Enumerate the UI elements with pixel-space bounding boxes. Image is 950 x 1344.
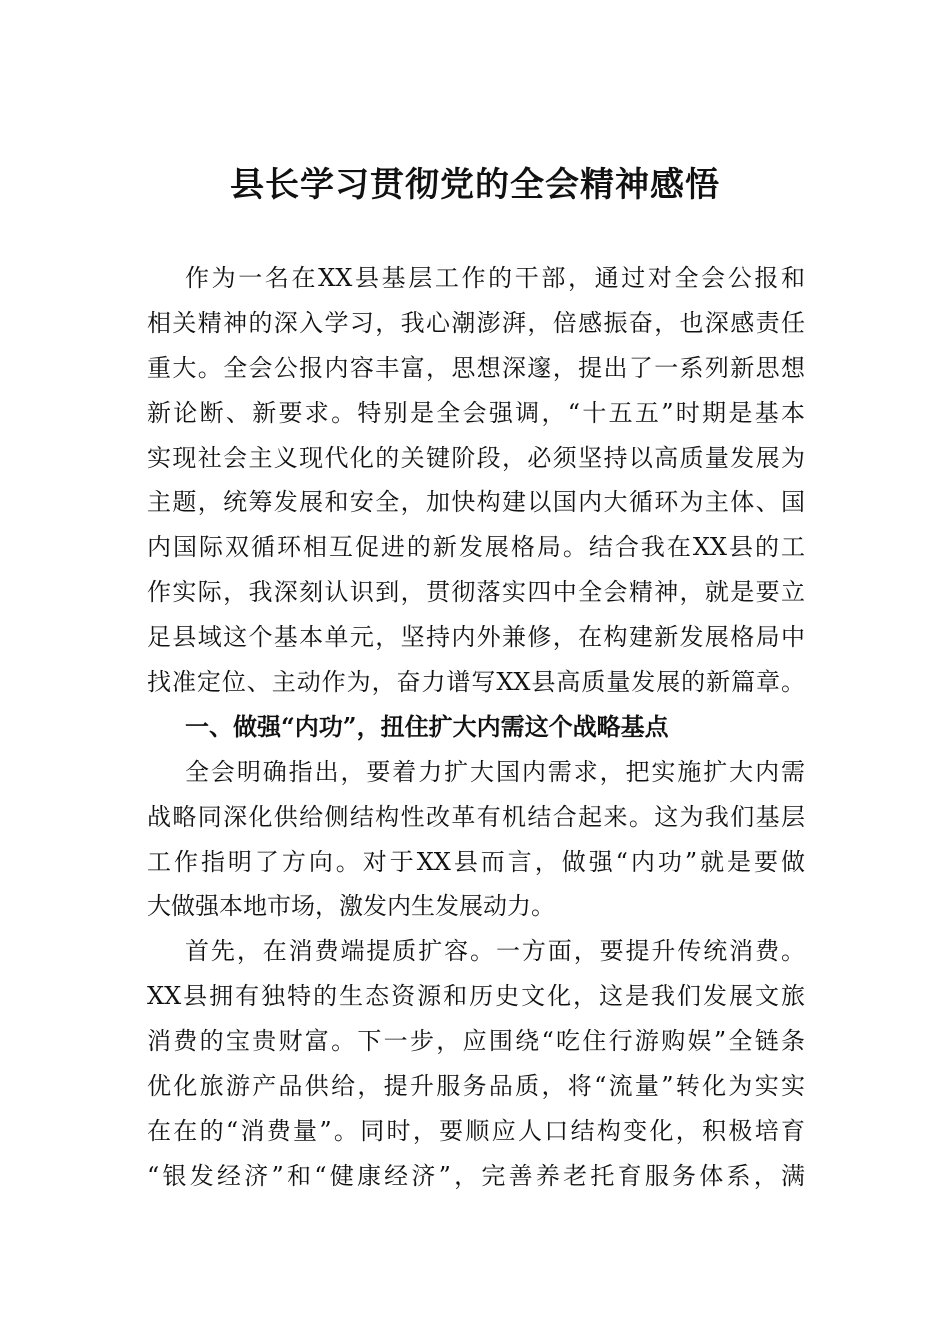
text-line: 工作指明了方向。对于XX县而言，做强“内功”就是要做 <box>147 847 805 876</box>
text-line: 作为一名在XX县基层工作的干部，通过对全会公报和 <box>185 264 805 292</box>
document-title: 县长学习贯彻党的全会精神感悟 <box>230 165 720 205</box>
text-line: 重大。全会公报内容丰富，思想深邃，提出了一系列新思想 <box>147 353 805 382</box>
text-line: 优化旅游产品供给，提升服务品质，将“流量”转化为实实 <box>147 1072 805 1101</box>
text-line: 大做强本地市场，激发内生发展动力。 <box>147 892 555 921</box>
text-line: 足县域这个基本单元，坚持内外兼修，在构建新发展格局中 <box>147 623 805 652</box>
paragraph-consumption <box>147 929 805 1198</box>
text-line: 找准定位、主动作为，奋力谱写XX县高质量发展的新篇章。 <box>147 668 805 697</box>
text-line: 实现社会主义现代化的关键阶段，必须坚持以高质量发展为 <box>147 443 805 472</box>
section-heading: 一、做强“内功”，扭住扩大内需这个战略基点 <box>185 711 669 741</box>
text-line: 消费的宝贵财富。下一步，应围绕“吃住行游购娱”全链条 <box>147 1027 805 1056</box>
text-line: 首先，在消费端提质扩容。一方面，要提升传统消费。 <box>185 937 805 966</box>
document-body <box>147 256 805 1199</box>
text-line: 全会明确指出，要着力扩大国内需求，把实施扩大内需 <box>185 757 805 786</box>
text-line: 新论断、新要求。特别是全会强调，“十五五”时期是基本 <box>147 398 805 427</box>
text-line: XX县拥有独特的生态资源和历史文化，这是我们发展文旅 <box>147 982 805 1011</box>
paragraph-demand <box>147 750 805 930</box>
text-line: 主题，统筹发展和安全，加快构建以国内大循环为主体、国 <box>147 488 805 517</box>
paragraph-intro <box>147 256 805 705</box>
text-line: “银发经济”和“健康经济”，完善养老托育服务体系，满 <box>147 1161 805 1190</box>
text-line: 作实际，我深刻认识到，贯彻落实四中全会精神，就是要立 <box>147 578 805 607</box>
text-line: 内国际双循环相互促进的新发展格局。结合我在XX县的工 <box>147 533 805 562</box>
text-line: 战略同深化供给侧结构性改革有机结合起来。这为我们基层 <box>147 802 805 831</box>
text-line: 在在的“消费量”。同时，要顺应人口结构变化，积极培育 <box>147 1116 805 1145</box>
text-line: 相关精神的深入学习，我心潮澎湃，倍感振奋，也深感责任 <box>147 308 805 337</box>
